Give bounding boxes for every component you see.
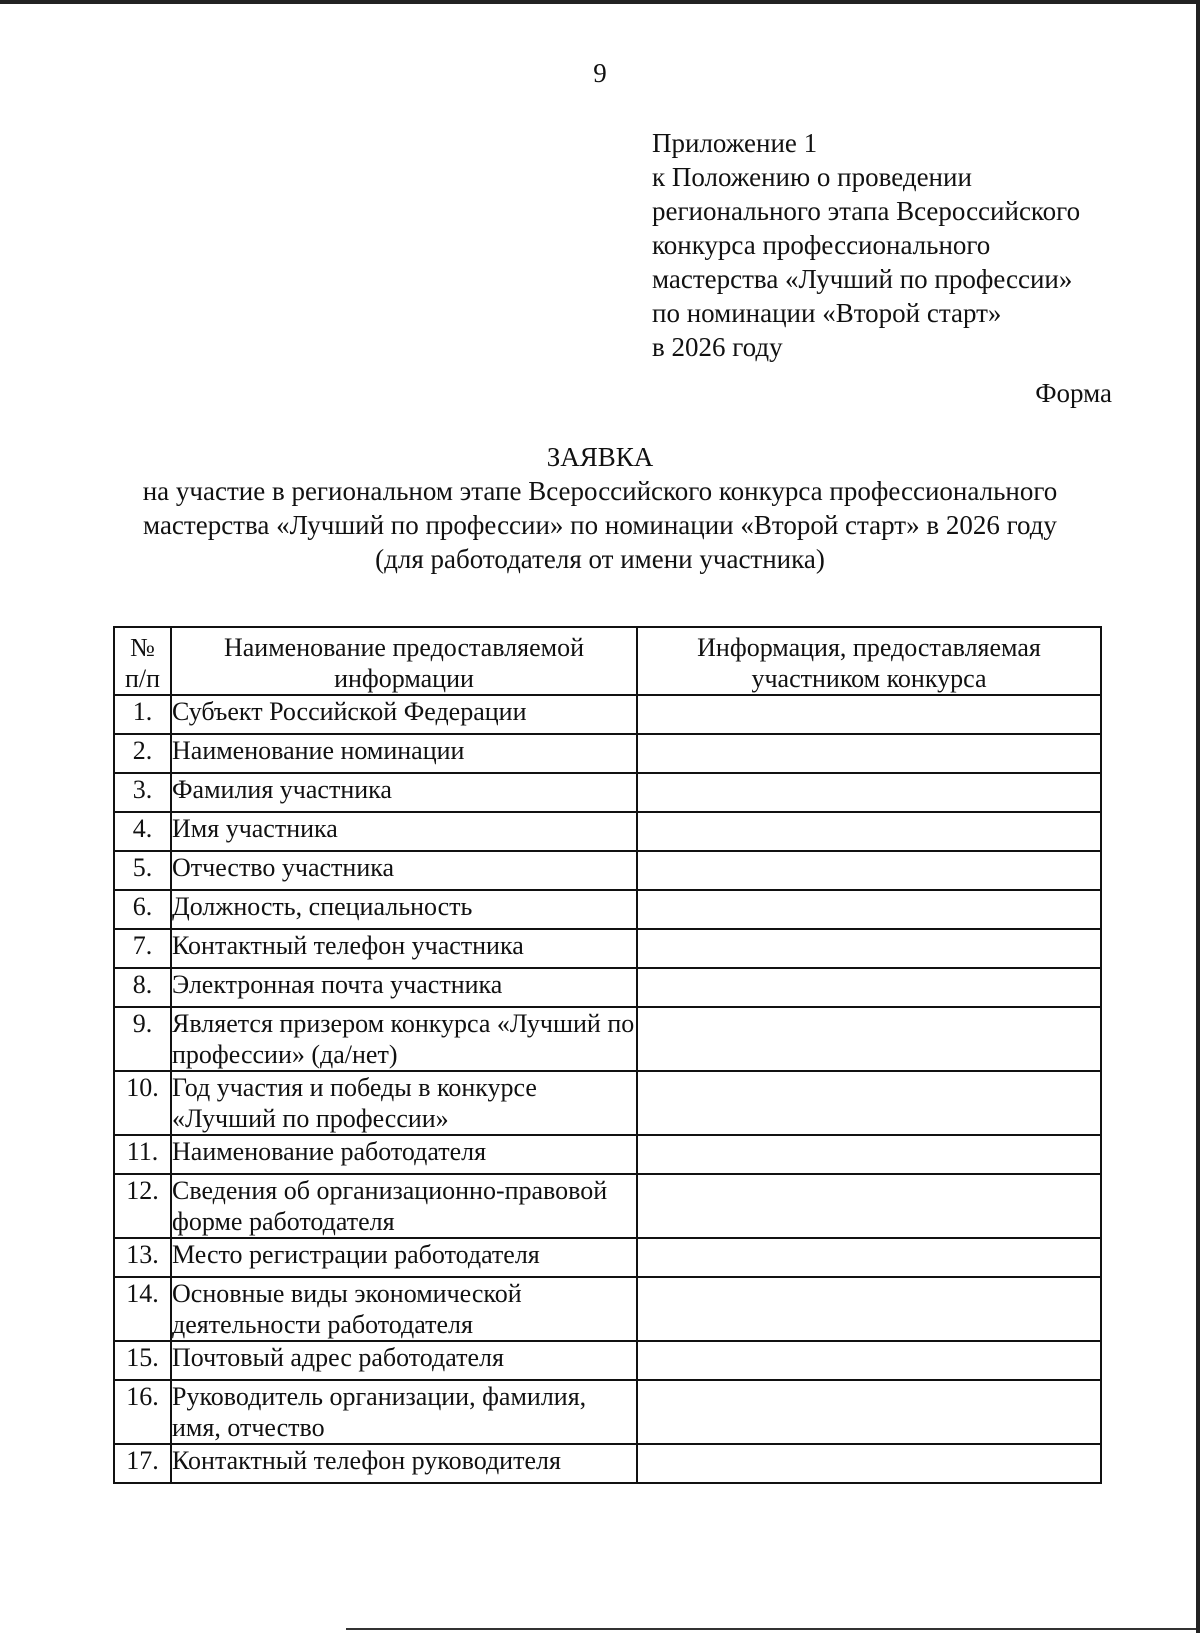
appendix-line: к Положению о проведении <box>652 162 972 192</box>
row-value-field[interactable] <box>637 1341 1101 1380</box>
scan-border-top <box>0 0 1200 4</box>
table-row <box>114 1174 1101 1238</box>
row-value-field[interactable] <box>637 890 1101 929</box>
row-value-field[interactable] <box>637 968 1101 1007</box>
table-row <box>114 1341 1101 1380</box>
table-row <box>114 1238 1101 1277</box>
row-label: Является призером конкурса «Лучший по профессии» (да/нет) <box>171 1007 637 1071</box>
row-value-field[interactable] <box>637 1277 1101 1341</box>
row-value-field[interactable] <box>637 734 1101 773</box>
row-number: 4. <box>114 812 171 851</box>
row-label: Электронная почта участника <box>171 968 637 1007</box>
document-title <box>0 440 1200 576</box>
appendix-line: конкурса профессионального <box>652 230 991 260</box>
application-form-table <box>113 626 1102 1484</box>
row-label: Год участия и победы в конкурсе «Лучший по профессии» <box>171 1071 637 1135</box>
row-number: 1. <box>114 695 171 734</box>
title-line: на участие в региональном этапе Всероссийского конкурса профессионального <box>142 476 1058 506</box>
row-label: Наименование номинации <box>171 734 637 773</box>
row-number: 11. <box>114 1135 171 1174</box>
table-row <box>114 773 1101 812</box>
row-number: 14. <box>114 1277 171 1341</box>
table-row <box>114 1380 1101 1444</box>
appendix-line: мастерства «Лучший по профессии» <box>652 264 1073 294</box>
row-number: 10. <box>114 1071 171 1135</box>
row-number: 17. <box>114 1444 171 1483</box>
title-heading: ЗАЯВКА <box>546 442 654 472</box>
row-value-field[interactable] <box>637 812 1101 851</box>
appendix-line: регионального этапа Всероссийского <box>652 196 1081 226</box>
row-label: Фамилия участника <box>171 773 637 812</box>
row-value-field[interactable] <box>637 1135 1101 1174</box>
row-label: Основные виды экономической деятельности работодателя <box>171 1277 637 1341</box>
row-value-field[interactable] <box>637 1380 1101 1444</box>
row-value-field[interactable] <box>637 851 1101 890</box>
row-number: 3. <box>114 773 171 812</box>
row-number: 13. <box>114 1238 171 1277</box>
row-label: Почтовый адрес работодателя <box>171 1341 637 1380</box>
row-number: 15. <box>114 1341 171 1380</box>
table-row <box>114 890 1101 929</box>
row-number: 6. <box>114 890 171 929</box>
header-number: № п/п <box>114 627 171 695</box>
row-value-field[interactable] <box>637 773 1101 812</box>
table-row <box>114 1135 1101 1174</box>
row-label: Контактный телефон руководителя <box>171 1444 637 1483</box>
table-row <box>114 1071 1101 1135</box>
row-label: Руководитель организации, фамилия, имя, отчество <box>171 1380 637 1444</box>
row-label: Контактный телефон участника <box>171 929 637 968</box>
table-row <box>114 929 1101 968</box>
appendix-reference <box>652 126 1172 364</box>
table-row <box>114 1277 1101 1341</box>
title-line: (для работодателя от имени участника) <box>375 544 825 574</box>
table-row <box>114 1444 1101 1483</box>
page-number: 9 <box>593 58 607 88</box>
header-info-name: Наименование предоставляемой информации <box>171 627 637 695</box>
form-label: Форма <box>1035 378 1112 408</box>
table-header-row <box>114 627 1101 695</box>
appendix-line: в 2026 году <box>652 332 783 362</box>
row-number: 16. <box>114 1380 171 1444</box>
row-label: Субъект Российской Федерации <box>171 695 637 734</box>
row-number: 5. <box>114 851 171 890</box>
appendix-line: Приложение 1 <box>652 128 818 158</box>
row-value-field[interactable] <box>637 695 1101 734</box>
row-value-field[interactable] <box>637 1007 1101 1071</box>
row-label: Наименование работодателя <box>171 1135 637 1174</box>
row-label: Должность, специальность <box>171 890 637 929</box>
header-info-value: Информация, предоставляемая участником конкурса <box>637 627 1101 695</box>
row-number: 7. <box>114 929 171 968</box>
title-line: мастерства «Лучший по профессии» по номинации «Второй старт» в 2026 году <box>143 510 1057 540</box>
row-number: 8. <box>114 968 171 1007</box>
row-label: Имя участника <box>171 812 637 851</box>
table-row <box>114 968 1101 1007</box>
table-row <box>114 1007 1101 1071</box>
row-value-field[interactable] <box>637 1071 1101 1135</box>
row-number: 12. <box>114 1174 171 1238</box>
row-value-field[interactable] <box>637 929 1101 968</box>
row-label: Место регистрации работодателя <box>171 1238 637 1277</box>
table-row <box>114 734 1101 773</box>
row-value-field[interactable] <box>637 1444 1101 1483</box>
row-label: Сведения об организационно-правовой форме работодателя <box>171 1174 637 1238</box>
table-row <box>114 812 1101 851</box>
scan-border-right <box>1196 0 1200 1633</box>
row-number: 2. <box>114 734 171 773</box>
scan-border-bottom <box>346 1628 1196 1630</box>
row-number: 9. <box>114 1007 171 1071</box>
appendix-line: по номинации «Второй старт» <box>652 298 1002 328</box>
table-row <box>114 695 1101 734</box>
row-value-field[interactable] <box>637 1238 1101 1277</box>
row-label: Отчество участника <box>171 851 637 890</box>
row-value-field[interactable] <box>637 1174 1101 1238</box>
table-row <box>114 851 1101 890</box>
